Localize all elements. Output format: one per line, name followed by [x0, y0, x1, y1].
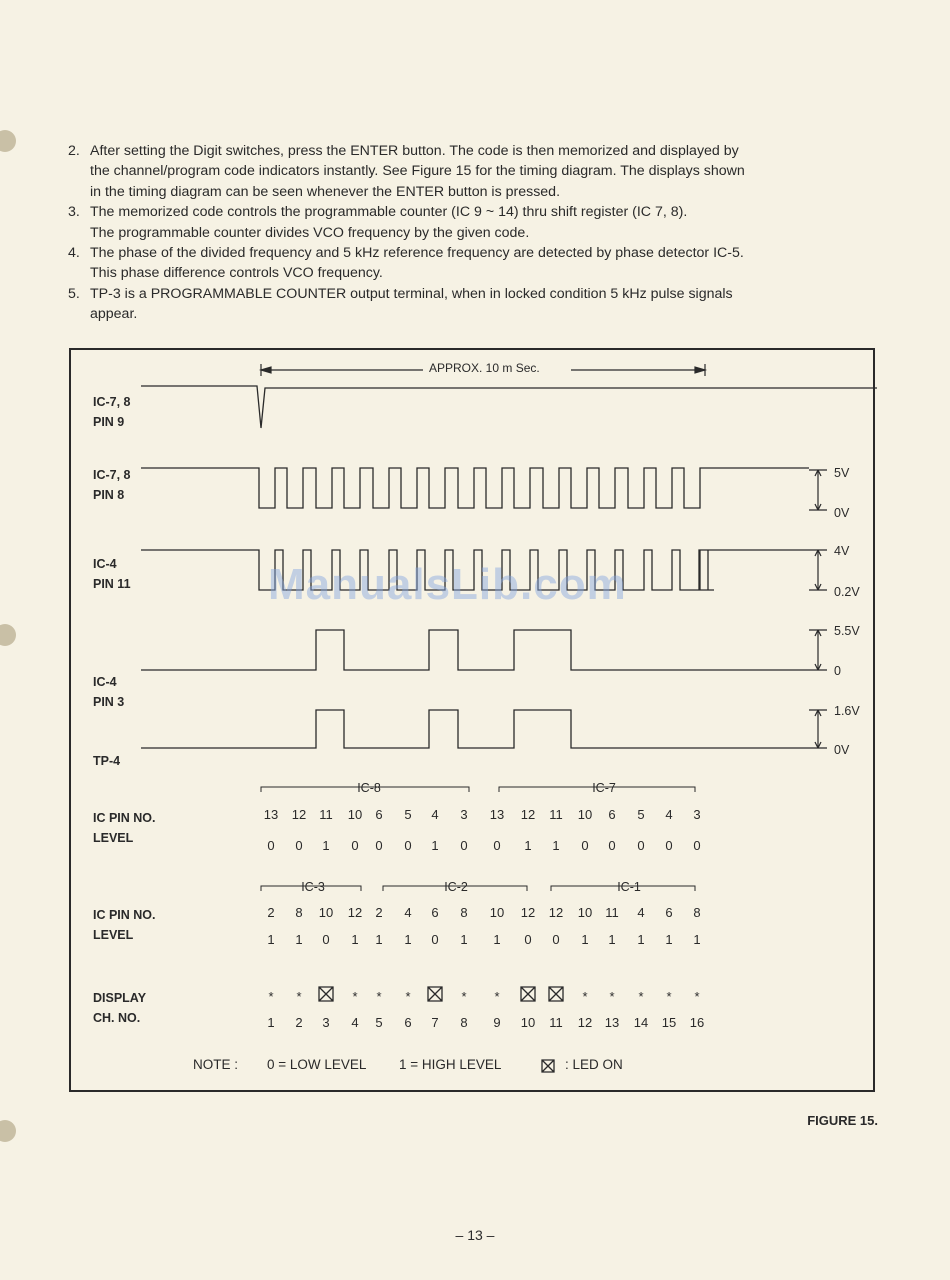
level-cell: 0	[552, 932, 560, 947]
pin-no-label: IC PIN NO.	[93, 811, 156, 825]
pin-number-cell: 3	[460, 807, 468, 822]
instruction-line: TP-3 is a PROGRAMMABLE COUNTER output terminal, when in locked condition 5 kHz pulse signals	[90, 285, 733, 302]
voltage-label-0v: 0V	[834, 506, 850, 520]
pin-number-cell: 12	[520, 807, 536, 822]
led-on-icon	[319, 987, 333, 1001]
led-off-icon: *	[268, 989, 274, 1004]
channel-no-label: CH. NO.	[93, 1011, 141, 1025]
channel-number-cell: 6	[404, 1015, 412, 1030]
pin-number-cell: 10	[577, 807, 593, 822]
voltage-markers	[809, 470, 827, 748]
pin-number-cell: 12	[520, 905, 536, 920]
pin-number-cell: 4	[665, 807, 673, 822]
instruction-number: 3.	[68, 204, 80, 221]
pin-number-cell: 4	[431, 807, 439, 822]
pin-no-label: IC PIN NO.	[93, 908, 156, 922]
figure-caption: FIGURE 15.	[807, 1113, 878, 1128]
signal-label-tp4	[93, 751, 120, 771]
signal-label-line2: PIN 9	[93, 415, 125, 429]
channel-number-cell: 3	[322, 1015, 330, 1030]
pin-number-cell: 6	[431, 905, 439, 920]
led-on-icon	[521, 987, 535, 1001]
level-cell: 1	[267, 932, 275, 947]
group-label-ic8: IC-8	[357, 781, 381, 795]
approx-duration-label: APPROX. 10 m Sec.	[429, 361, 540, 375]
channel-number-cell: 7	[431, 1015, 439, 1030]
level-cell: 0	[295, 838, 303, 853]
voltage-span-marker	[809, 550, 827, 590]
signal-label-line2: PIN 11	[93, 577, 131, 591]
pin-number-cell: 2	[375, 905, 383, 920]
voltage-label-0-2v: 0.2V	[834, 585, 860, 599]
note-high-level: 1 = HIGH LEVEL	[399, 1057, 502, 1072]
channel-number-cell: 2	[295, 1015, 303, 1030]
channel-number-cell: 15	[661, 1015, 677, 1030]
level-cell: 1	[493, 932, 501, 947]
watermark: ManualsLib.com	[268, 560, 627, 609]
led-off-icon: *	[582, 989, 588, 1004]
channel-number-cell: 11	[549, 1015, 563, 1030]
level-label: LEVEL	[93, 831, 134, 845]
signal-label-ic4-pin11	[93, 554, 131, 594]
timing-diagram-figure	[69, 348, 875, 1092]
level-cell: 0	[693, 838, 701, 853]
level-cell: 0	[637, 838, 645, 853]
pin-number-cell: 8	[460, 905, 468, 920]
channel-number-cell: 16	[689, 1015, 705, 1030]
level-cell: 1	[322, 838, 330, 853]
led-off-icon: *	[666, 989, 672, 1004]
level-cell: 1	[608, 932, 616, 947]
instruction-line: After setting the Digit switches, press the ENTER button. The code is then memorized and displayed by	[90, 143, 739, 159]
level-cell: 0	[375, 838, 383, 853]
channel-number-cell: 13	[604, 1015, 620, 1030]
level-cell: 1	[351, 932, 359, 947]
pin-number-cell: 11	[549, 807, 563, 822]
level-cell: 1	[295, 932, 303, 947]
level-cell: 1	[581, 932, 589, 947]
instruction-line: The memorized code controls the programmable counter (IC 9 ~ 14) thru shift register (IC 7, 8).	[90, 204, 688, 221]
channel-number-cell: 8	[460, 1015, 468, 1030]
pin-number-cell: 6	[608, 807, 616, 822]
channel-number-cell: 12	[577, 1015, 593, 1030]
approx-arrowhead-left	[261, 367, 271, 373]
channel-number-cell: 5	[375, 1015, 383, 1030]
instruction-item	[68, 202, 890, 243]
instruction-item	[68, 284, 890, 325]
group-label-ic7: IC-7	[592, 781, 616, 795]
instruction-item	[68, 141, 890, 202]
signal-label-line1: IC-7, 8	[93, 468, 131, 482]
pin-number-cell: 4	[404, 905, 412, 920]
level-cell: 0	[581, 838, 589, 853]
instruction-item	[68, 243, 890, 284]
instruction-line: The phase of the divided frequency and 5 kHz reference frequency are detected by phase detector IC-5.	[90, 245, 744, 262]
group-label-ic3: IC-3	[301, 880, 325, 894]
led-on-icon	[428, 987, 442, 1001]
level-cell: 1	[431, 838, 439, 853]
level-cell: 0	[665, 838, 673, 853]
led-off-icon: *	[461, 989, 467, 1004]
led-off-icon: *	[376, 989, 382, 1004]
level-cell: 0	[267, 838, 275, 853]
signal-label-line2: PIN 8	[93, 488, 125, 502]
pin-number-cell: 6	[375, 807, 383, 822]
led-off-icon: *	[638, 989, 644, 1004]
pin-number-cell: 10	[347, 807, 363, 822]
signal-label-ic4-pin3	[93, 672, 124, 712]
note-led-on: : LED ON	[565, 1057, 623, 1072]
signal-label-line1: IC-4	[93, 557, 117, 571]
led-off-icon: *	[694, 989, 700, 1004]
signal-label-line2: PIN 3	[93, 695, 125, 709]
instruction-line: the channel/program code indicators instantly. See Figure 15 for the timing diagram. The displays shown	[90, 163, 745, 180]
pin-number-cell: 12	[548, 905, 564, 920]
approx-arrowhead-right	[695, 367, 705, 373]
level-cell: 1	[524, 838, 532, 853]
level-cell: 0	[608, 838, 616, 853]
display-led-row	[71, 981, 877, 1011]
level-cell: 0	[322, 932, 330, 947]
note-line	[193, 1057, 623, 1072]
signal-label-line1: TP-4	[93, 754, 121, 768]
voltage-label-5v: 5V	[834, 466, 850, 480]
level-label: LEVEL	[93, 928, 134, 942]
binder-hole-middle	[0, 624, 16, 646]
level-cell: 1	[460, 932, 468, 947]
voltage-label-0v-tp4: 0V	[834, 743, 850, 757]
led-off-icon: *	[609, 989, 615, 1004]
pin-number-cell: 4	[637, 905, 645, 920]
binder-hole-top	[0, 130, 16, 152]
level-cell: 0	[351, 838, 359, 853]
voltage-label-0: 0	[834, 664, 841, 678]
instruction-number: 2.	[68, 143, 80, 159]
group-label-ic1: IC-1	[617, 880, 641, 894]
pin-number-cell: 3	[693, 807, 701, 822]
led-on-icon	[539, 1057, 557, 1075]
voltage-label-4v: 4V	[834, 544, 850, 558]
note-prefix: NOTE :	[193, 1057, 239, 1072]
instruction-line: appear.	[90, 306, 138, 323]
level-cell: 0	[404, 838, 412, 853]
channel-number-cell: 4	[351, 1015, 359, 1030]
voltage-span-marker	[809, 470, 827, 510]
led-off-icon: *	[296, 989, 302, 1004]
binder-hole-bottom	[0, 1120, 16, 1142]
pin-number-cell: 2	[267, 905, 275, 920]
level-cell: 0	[524, 932, 532, 947]
pin-number-cell: 11	[605, 905, 619, 920]
pin-number-cell: 6	[665, 905, 673, 920]
signal-label-ic78-pin8	[93, 465, 131, 505]
pin-number-cell: 13	[489, 807, 505, 822]
pin-number-cell: 11	[319, 807, 333, 822]
pin-number-cell: 5	[404, 807, 412, 822]
instructions-list	[68, 141, 890, 325]
level-cell: 1	[375, 932, 383, 947]
instruction-number: 4.	[68, 245, 80, 262]
channel-number-cell: 1	[267, 1015, 275, 1030]
table1-label	[93, 808, 156, 848]
pin-number-cell: 5	[637, 807, 645, 822]
level-cell: 0	[493, 838, 501, 853]
channel-number-cell: 14	[633, 1015, 649, 1030]
table2-label	[93, 905, 156, 945]
level-cell: 1	[665, 932, 673, 947]
signal-label-ic78-pin9	[93, 392, 131, 432]
instruction-number: 5.	[68, 285, 80, 302]
voltage-label-1-6v: 1.6V	[834, 704, 860, 718]
wave-ic78-pin9	[141, 386, 877, 428]
led-on-icon	[549, 987, 563, 1001]
wave-ic4-pin3	[141, 630, 809, 670]
channel-number-cell: 10	[520, 1015, 536, 1030]
wave-ic78-pin8	[141, 468, 809, 508]
instruction-line: in the timing diagram can be seen whenever the ENTER button is pressed.	[90, 183, 561, 200]
voltage-span-marker	[809, 710, 827, 748]
wave-tp4	[141, 710, 809, 748]
pin-number-cell: 8	[295, 905, 303, 920]
level-cell: 0	[460, 838, 468, 853]
level-cell: 1	[637, 932, 645, 947]
led-off-icon: *	[352, 989, 358, 1004]
voltage-span-marker	[809, 630, 827, 670]
note-low-level: 0 = LOW LEVEL	[267, 1057, 367, 1072]
voltage-label-5-5v: 5.5V	[834, 624, 860, 638]
level-cell: 1	[693, 932, 701, 947]
pin-number-cell: 12	[291, 807, 307, 822]
pin-number-cell: 12	[347, 905, 363, 920]
level-cell: 1	[404, 932, 412, 947]
pin-number-cell: 10	[577, 905, 593, 920]
signal-label-line1: IC-4	[93, 675, 117, 689]
led-off-icon: *	[494, 989, 500, 1004]
group-label-ic2: IC-2	[444, 880, 468, 894]
level-cell: 0	[431, 932, 439, 947]
pin-number-cell: 8	[693, 905, 701, 920]
pin-number-cell: 10	[489, 905, 505, 920]
instruction-line: The programmable counter divides VCO frequency by the given code.	[90, 224, 530, 241]
led-off-icon: *	[405, 989, 411, 1004]
display-label-line1: DISPLAY	[93, 991, 147, 1005]
pin-number-cell: 13	[263, 807, 279, 822]
instruction-line: This phase difference controls VCO frequency.	[90, 265, 383, 282]
page-number: – 13 –	[455, 1227, 495, 1243]
level-cell: 1	[552, 838, 560, 853]
pin-number-cell: 10	[318, 905, 334, 920]
channel-number-cell: 9	[493, 1015, 501, 1030]
signal-label-line1: IC-7, 8	[93, 395, 131, 409]
